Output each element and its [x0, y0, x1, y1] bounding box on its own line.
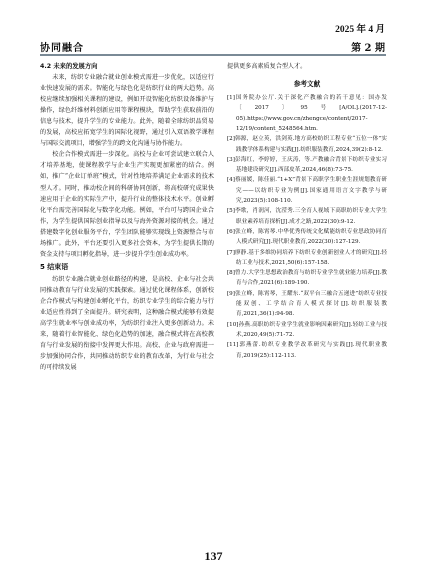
reference-item: [1]国务院办公厅.关于深化产教融合的若干意见：国办发〔2017〕95号[A/OL].(2017-12-05).https://www.gov.cn/zhengce/content/2017-12/19/content_5248564.htm. [227, 95, 387, 132]
header-issue: 第 2 期 [351, 43, 385, 54]
reference-item: [10]孙燕.高职纺织专业学生就业影响因素研究[J].轻纺工业与技术,2020,49(5):71-72. [227, 321, 387, 338]
body-paragraph: 未来，纺织专业融合就业创业模式需进一步优化，以适应行业快速发展的需求。智能化与绿色化是纺织行业的两大趋势。高校应继续加强相关课程的建设，例如开设智能化纺织设备维护与操作，绿色纤维材料创新应用等课程模块，帮助学生获取前沿的信息与技术，提升学生的专业能力。此外，随着全球纺织品贸易的发展，高校应拓宽学生的国际化视野，通过引入双语教学课程与国际交流项目，增强学生的跨文化沟通与协作能力。 [40, 74, 214, 148]
reference-item: [7]廖静.基于多维协同培养下纺织专业创新创业人才的研究[J].轻纺工业与技术,2021,50(6):157-158. [227, 249, 387, 266]
references-heading: 参考文献 [293, 80, 321, 89]
header-column-title: 协同融合 [40, 43, 84, 54]
section-heading: 5 结束语 [40, 262, 69, 271]
header-divider [40, 54, 386, 56]
reference-item: [9]张立峰，陈霄琴，王耀东.“双平台三融合五递进”纺织专业技能双创、工学结合育人模式探讨[J].纺织服装教育,2021,36(1):94-98. [227, 290, 387, 318]
reference-item: [11]郭燕蕾.纺织专业教学改革研究与实践[J].现代职业教育,2019(25):112-113. [227, 342, 387, 359]
reference-list [227, 93, 387, 361]
right-column [227, 61, 387, 361]
body-paragraph: 纺织专业融合就业创业路径的构建，是高校、企业与社会共同推动教育与行业发展的实践探索。通过优化课程体系，创新校企合作模式与构建创业孵化平台，纺织专业学生的综合能力与行业适应性得到了全面提升。研究表明，这种融合模式能够有效提高学生就业率与创业成功率，为纺织行业注入更多创新动力。未来，随着行业智能化、绿色化趋势的加速，融合模式将在高校教育与行业发展的衔接中发挥更大作用。高校、企业与政府需进一步加强协同合作，共同推动纺织专业的教育改革，为行业与社会的可持续发展 [40, 275, 214, 372]
body-paragraph-continuation: 提供更多高素质复合型人才。 [227, 63, 307, 70]
left-column [40, 61, 214, 373]
body-paragraph: 校企合作模式需进一步深化。高校与企业可尝试建立联合人才培养基地，使课程教学与企业生产实现更加紧密的结合。例如，推广“企业订单班”模式，针对性地培养满足企业需求的技术型人才。同时，推动校企间的科研协同创新，将高校研究成果快速应用于企业的实际生产中，提升行业的整体技术水平。创业孵化平台需完善国际化与数字化功能。例如，平台可与跨国企业合作，为学生提供国际创业指导以及与海外资源对接的机会。通过搭建数字化创业服务平台，学生团队能够实现线上资源整合与市场推广。此外，平台还要引入更多社会资本，为学生提供长期的资金支持与项目孵化指导，进一步提升学生创业成功率。 [40, 151, 214, 258]
subsection-heading: 4.2 未来的发展方向 [40, 63, 98, 70]
page-number: 137 [204, 549, 223, 563]
reference-item: [5]李歌，肖润河，沈滢秀.三全育人视域下高职纺织专业大学生职业素养培育探析[J].成才之路,2022(30):9-12. [227, 208, 387, 225]
reference-item: [3]彭海红，李婷婷，王庆涛，等.产教融合背景下纺织专业实习基地建设研究[J].西部皮革,2024,46(8):73-75. [227, 156, 387, 174]
header-date: 2025 年 4 月 [335, 25, 385, 35]
reference-item: [2]韩源，赵立英，洪剑英.地方高校纺织工程专业“五位一体”实践教学体系构建与实践[J].纺织服装教育,2024,39(2):8-12. [227, 136, 387, 153]
reference-item: [4]蔡丽媛，陈佳丽.“1+X”背景下高职学生职业生涯规划教育研究——以纺织专业为例[J].国家通用语言文字教学与研究,2023(5):108-110. [227, 177, 387, 205]
reference-item: [6]张立峰，陈霄琴.中华优秀传统文化赋能纺织专业思政协同育人模式研究[J].现代职业教育,2022(30):127-129. [227, 228, 387, 246]
reference-item: [8]曾力.大学生思想政治教育与纺织专业学生就业能力培养[J].教育与合作,2021(6):189-190. [227, 270, 387, 287]
